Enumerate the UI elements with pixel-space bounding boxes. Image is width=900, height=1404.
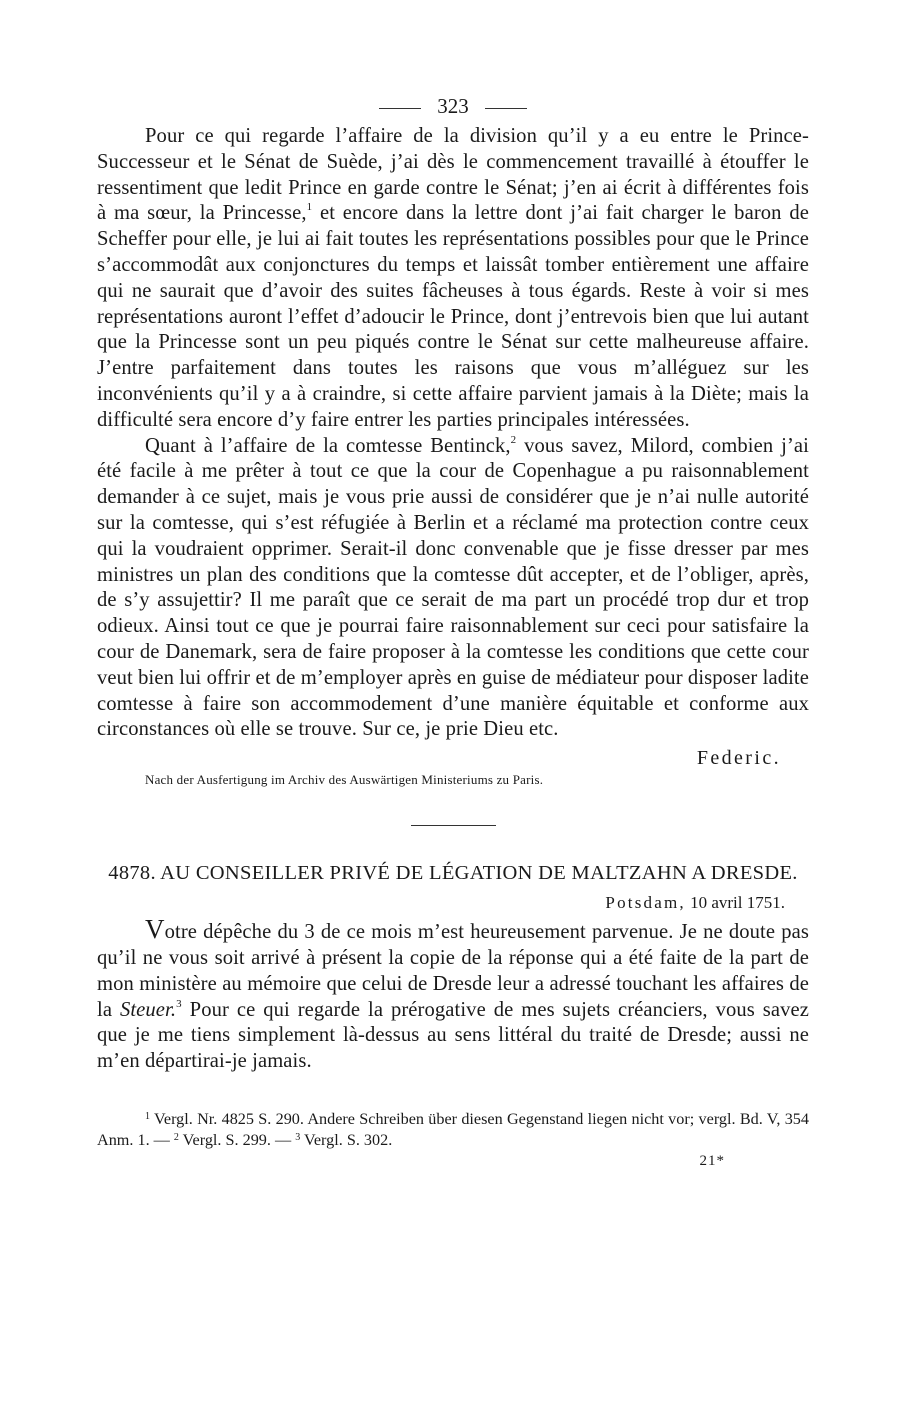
- footnote-mark-2: 2: [173, 1131, 179, 1143]
- letter2-body: Votre dépêche du 3 de ce mois m’est heureusement parvenue. Je ne doute pas qu’il ne vous soit arrivé à présent la copie de la réponse qui a été faite de la part de mon ministère au mémoire que celui de Dresde leur a adressé touchant les affaires de la Steuer.$^3$ Pour ce qui regarde la prérogative de mes sujets créanciers, vous savez que je me tiens simplement là-dessus au sens littéral du traité de Dresde; aussi ne m’en départirai-je jamais.: [97, 914, 809, 1073]
- header-dash-right: [485, 108, 527, 109]
- date-place: Potsdam,: [605, 893, 686, 913]
- letter2-dateline: [97, 891, 785, 915]
- signature: Federic.: [696, 747, 781, 770]
- page-number: 323: [437, 94, 469, 118]
- letter1-paragraph-1: Pour ce qui regarde l’affaire de la division qu’il y a eu entre le Prince-Successeur et le Sénat de Suède, j’ai dès le commencement travaillé à étouffer le ressentiment que ledit Prince en garde contre le Sénat; j’en ai écrit à différentes fois à ma sœur, la Princesse,$^1$ et encore dans la lettre dont j’ai fait charger le baron de Scheffer pour elle, je lui ai fait toutes les représentations possibles pour que le Prince s’accommodât aux conjonctures du temps et laissât tomber entièrement une affaire qui ne saurait que d’avoir des suites fâcheuses à tous égards. Reste à voir si mes représentations auront l’effet d’adoucir le Prince, dont j’entrevois bien que lui autant que la Princesse sont un peu piqués contre le Sénat sur cette malheureuse affaire. J’entre parfaitement dans toutes les raisons que vous m’alléguez sur les inconvénients qu’il y a à craindre, si cette affaire parvient jamais à la Diète; mais la difficulté sera encore d’y faire entrer les parties principales intéressées.: [97, 125, 809, 431]
- date-value: 10 avril 1751.: [690, 893, 785, 913]
- drop-cap: V: [145, 914, 165, 945]
- letter1-paragraph-2: Quant à l’affaire de la comtesse Bentinck,$^2$ vous savez, Milord, combien j’ai été facile à me prêter à tout ce que la cour de Copenhague a pu raisonnablement demander à ce sujet, mais je vous prie aussi de considérer que je n’ai nulle autorité sur la comtesse, qui s’est réfugiée à Berlin et a réclamé ma protection contre ceux qui la voudraient opprimer. Serait-il donc convenable que je fisse dresser par mes ministres un plan des conditions que la comtesse dût accepter, et de l’obliger, après, de s’y assujettir? Il me paraît que ce serait de ma part un procédé trop dur et trop odieux. Ainsi tout ce que je pourrai faire raisonnablement sur ceci pour satisfaire la cour de Danemark, sera de faire proposer à la comtesse les conditions que cette cour veut bien lui offrir et de m’employer après en guise de médiateur pour disposer ladite comtesse à faire son accommodement d’une manière équitable et conforme aux circonstances où elle se trouve. Sur ce, je prie Dieu etc.: [97, 433, 809, 741]
- sheet-signature-mark: 21*: [699, 1152, 725, 1169]
- steuer-term: Steuer.: [119, 998, 177, 1021]
- section-divider: [411, 825, 496, 826]
- footnote-ref-1: 1: [306, 201, 313, 214]
- source-note: Nach der Ausfertigung im Archiv des Auswärtigen Ministeriums zu Paris.: [145, 772, 544, 788]
- letter2-heading: 4878. AU CONSEILLER PRIVÉ DE LÉGATION DE MALTZAHN A DRESDE.: [108, 862, 798, 885]
- footnote-text: $^1$ Vergl. Nr. 4825 S. 290. Andere Schreiben über diesen Gegenstand liegen nicht vor; vergl. Bd. V, 354 Anm. 1. — $^2$ Vergl. S. 299. — $^3$ Vergl. S. 302.: [97, 1109, 809, 1149]
- footnote-ref-2: 2: [510, 433, 517, 446]
- document-page: [97, 88, 809, 1170]
- footnote-mark-1: 1: [145, 1110, 150, 1122]
- page-header: [97, 88, 809, 124]
- header-dash-left: [379, 108, 421, 109]
- footnote-mark-3: 3: [295, 1131, 301, 1143]
- footnote-ref-3: 3: [176, 997, 182, 1010]
- footnotes: [97, 1109, 809, 1151]
